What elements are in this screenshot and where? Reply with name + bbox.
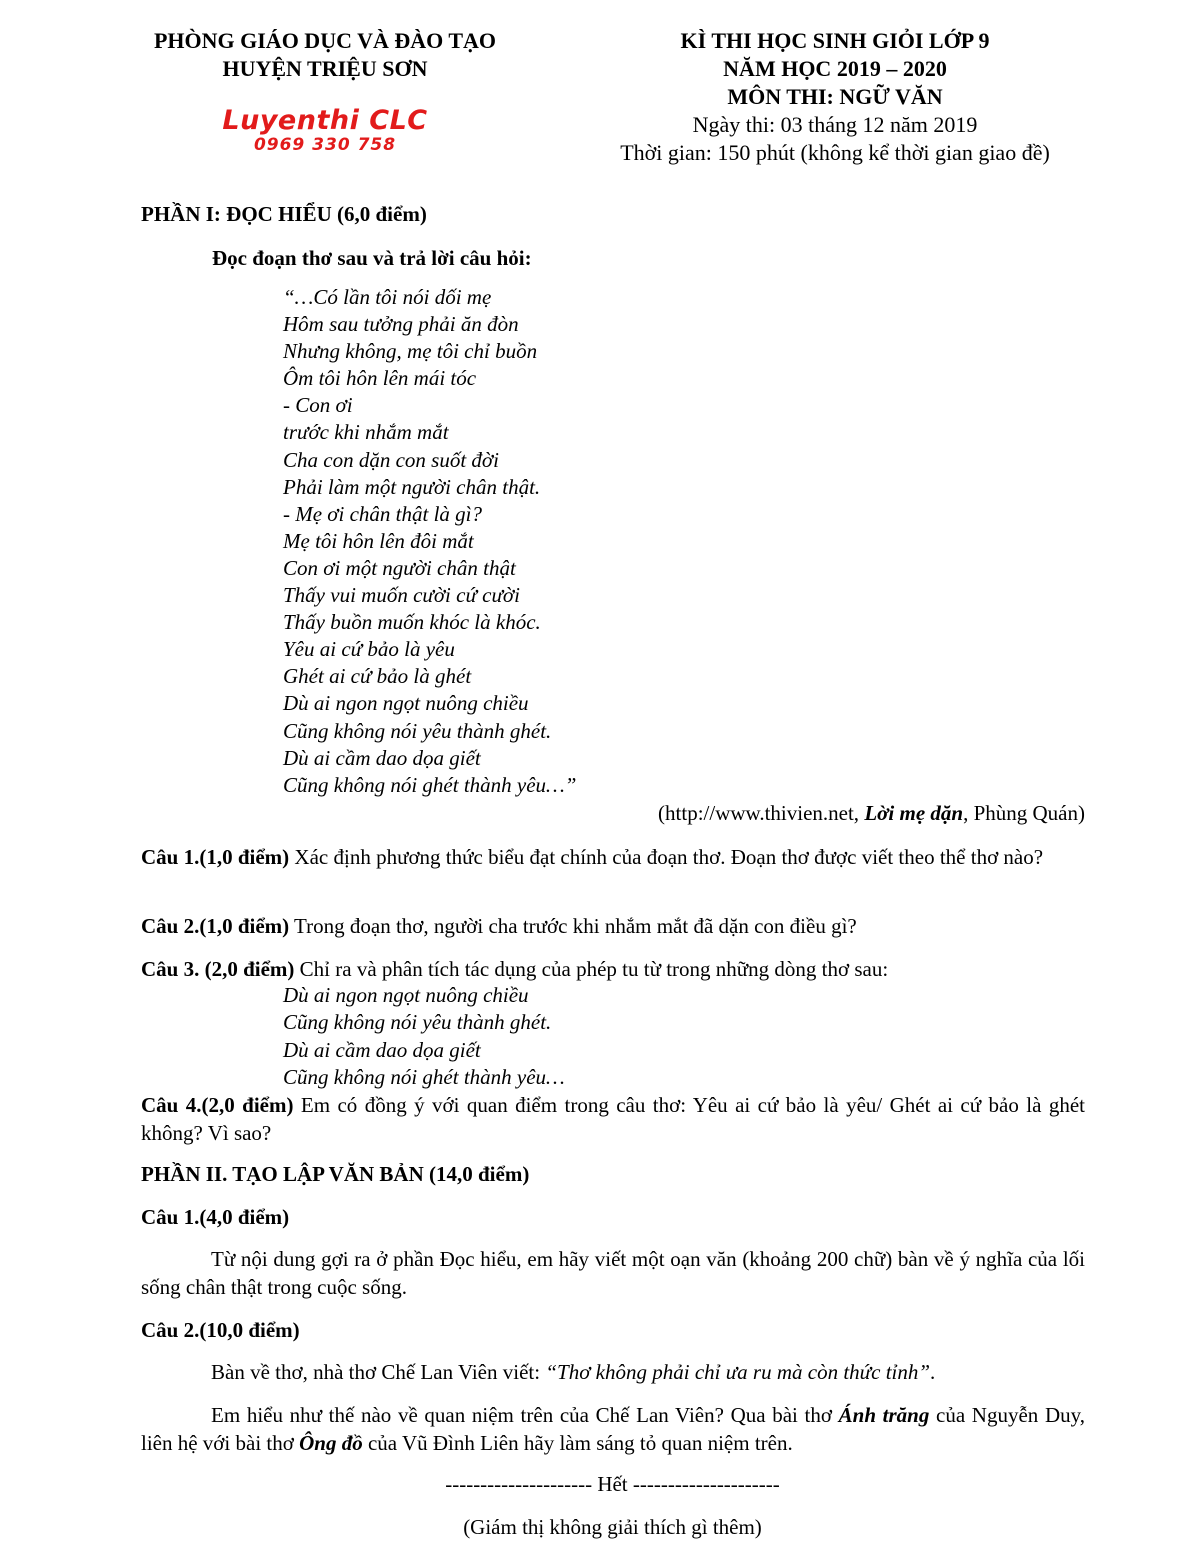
part2-title: PHẦN II. TẠO LẬP VĂN BẢN (14,0 điểm) xyxy=(141,1162,530,1186)
question-1 xyxy=(141,843,1085,871)
question-4 xyxy=(141,1091,1085,1147)
c2-text-a: Em hiểu như thế nào về quan niệm trên của Chế Lan Viên? Qua bài thơ xyxy=(211,1403,839,1427)
c2-text-c: của Nguyễn Duy, liên hệ với bài thơ xyxy=(141,1403,1086,1455)
source-author: , Phùng Quán) xyxy=(963,801,1085,825)
poem-line: Dù ai ngon ngọt nuông chiều xyxy=(283,691,529,716)
c2-poem-ong-do: Ông đồ xyxy=(299,1431,363,1455)
part2-question-2-para2 xyxy=(141,1401,1085,1457)
source-title: Lời mẹ dặn xyxy=(864,801,964,825)
poem-line: Con ơi một người chân thật xyxy=(283,555,516,580)
source-url: (http://www.thivien.net, xyxy=(658,801,865,825)
part2-question-1-text: Từ nội dung gợi ra ở phần Đọc hiểu, em hãy viết một oạn văn (khoảng 200 chữ) bàn về ý nghĩa của lối sống chân thật trong cuộc sống. xyxy=(141,1247,1085,1299)
quoted-line: Cũng không nói yêu thành ghét. xyxy=(283,1010,552,1035)
quoted-line: Dù ai ngon ngọt nuông chiều xyxy=(283,983,529,1007)
poem-line: Yêu ai cứ bảo là yêu xyxy=(283,637,455,662)
header-left xyxy=(120,27,530,83)
department-name: PHÒNG GIÁO DỤC VÀ ĐÀO TẠO xyxy=(153,28,497,53)
part2-question-2-label: Câu 2.(10,0 điểm) xyxy=(141,1318,300,1342)
poem-line: - Mẹ ơi chân thật là gì? xyxy=(283,501,483,526)
school-year: NĂM HỌC 2019 – 2020 xyxy=(723,56,947,81)
question-2-text: Trong đoạn thơ, người cha trước khi nhắm mắt đã dặn con điều gì? xyxy=(289,914,857,938)
c2-intro: Bàn về thơ, nhà thơ Chế Lan Viên viết: xyxy=(211,1360,546,1384)
subject: MÔN THI: NGỮ VĂN xyxy=(727,84,943,109)
poem-line: Nhưng không, mẹ tôi chỉ buồn xyxy=(283,339,538,364)
poem-line: Ôm tôi hôn lên mái tóc xyxy=(283,366,477,391)
logo-brand-text: Luyenthi CLC xyxy=(222,105,428,136)
poem-line: Cũng không nói yêu thành ghét. xyxy=(283,718,552,743)
poem-line: trước khi nhắm mắt xyxy=(283,420,449,445)
end-marker: --------------------- Hết --------------------- xyxy=(445,1472,780,1496)
question-3-poem-lines xyxy=(283,982,565,1091)
poem-line: Ghét ai cứ bảo là ghét xyxy=(283,664,472,689)
quoted-line: Dù ai cầm dao dọa giết xyxy=(283,1037,481,1062)
question-1-label: Câu 1.(1,0 điểm) xyxy=(141,845,290,869)
part2-question-1-label: Câu 1.(4,0 điểm) xyxy=(141,1205,290,1229)
question-3 xyxy=(141,955,1085,983)
question-4-text: Em có đồng ý với quan điểm trong câu thơ: Yêu ai cứ bảo là yêu/ Ghét ai cứ bảo là ghét không? Vì sao? xyxy=(141,1093,1085,1145)
c2-text-e: của Vũ Đình Liên hãy làm sáng tỏ quan niệm trên. xyxy=(362,1431,793,1455)
quoted-line: Cũng không nói ghét thành yêu… xyxy=(283,1064,565,1089)
district-name: HUYỆN TRIỆU SƠN xyxy=(222,56,428,81)
poem-source xyxy=(658,800,1085,827)
c2-quote: “Thơ không phải chỉ ưa ru mà còn thức tỉnh” xyxy=(545,1360,931,1384)
part1-title: PHẦN I: ĐỌC HIỂU (6,0 điểm) xyxy=(141,202,427,226)
exam-date: Ngày thi: 03 tháng 12 năm 2019 xyxy=(692,112,978,137)
part2-question-2-para1 xyxy=(141,1358,1085,1386)
question-2-label: Câu 2.(1,0 điểm) xyxy=(141,914,290,938)
exam-duration: Thời gian: 150 phút (không kể thời gian giao đề) xyxy=(620,140,1050,165)
question-1-text: Xác định phương thức biểu đạt chính của đoạn thơ. Đoạn thơ được viết theo thể thơ nào? xyxy=(289,845,1044,869)
logo-phone-text: 0969 330 758 xyxy=(253,135,397,155)
part1-instruction: Đọc đoạn thơ sau và trả lời câu hỏi: xyxy=(212,246,532,270)
proctor-note: (Giám thị không giải thích gì thêm) xyxy=(463,1515,762,1539)
poem-excerpt xyxy=(283,284,576,799)
poem-line: Phải làm một người chân thật. xyxy=(283,474,541,499)
c2-period: . xyxy=(930,1360,936,1384)
question-3-label: Câu 3. (2,0 điểm) xyxy=(141,957,295,981)
poem-line: Cũng không nói ghét thành yêu…” xyxy=(283,772,577,797)
question-2 xyxy=(141,912,1085,940)
poem-line: Thấy vui muốn cười cứ cười xyxy=(283,583,520,608)
exam-title: KÌ THI HỌC SINH GIỎI LỚP 9 xyxy=(680,28,990,53)
poem-line: Mẹ tôi hôn lên đôi mắt xyxy=(283,528,474,553)
poem-line: Dù ai cầm dao dọa giết xyxy=(283,745,481,770)
c2-poem-anh-trang: Ánh trăng xyxy=(838,1403,930,1427)
brand-logo xyxy=(200,106,450,154)
poem-line: Hôm sau tưởng phải ăn đòn xyxy=(283,312,519,337)
poem-line: - Con ơi xyxy=(283,393,353,418)
question-3-text: Chỉ ra và phân tích tác dụng của phép tu từ trong những dòng thơ sau: xyxy=(294,957,889,981)
question-4-label: Câu 4.(2,0 điểm) xyxy=(141,1093,294,1117)
poem-line: “…Có lần tôi nói dối mẹ xyxy=(283,285,492,309)
poem-line: Cha con dặn con suốt đời xyxy=(283,447,499,472)
header-right xyxy=(590,27,1080,167)
poem-line: Thấy buồn muốn khóc là khóc. xyxy=(283,610,541,635)
